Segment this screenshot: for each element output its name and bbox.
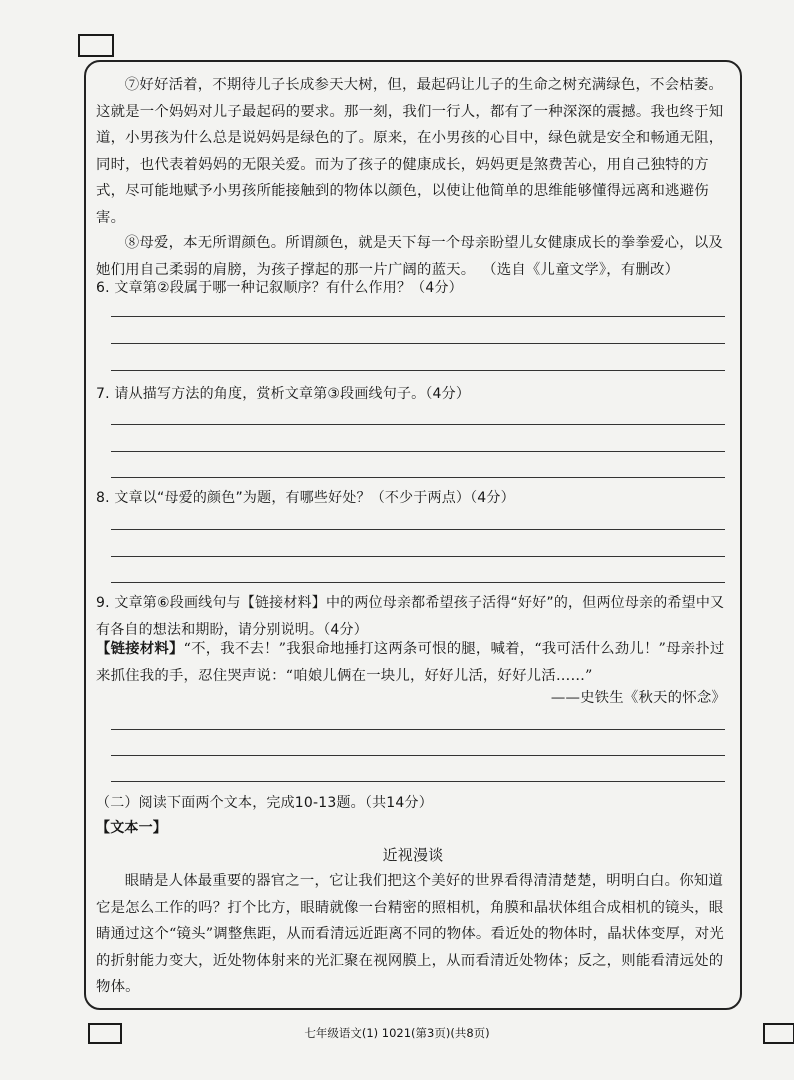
answer-line-7a[interactable] [111, 424, 725, 425]
text-one-label: 【文本一】 [96, 820, 167, 836]
answer-line-8a[interactable] [111, 529, 725, 530]
question-6: 6. 文章第②段属于哪一种记叙顺序？有什么作用？（4分） [96, 280, 463, 296]
link-material-text: “不，我不去！”我狠命地捶打这两条可恨的腿，喊着，“我可活什么劲儿！”母亲扑过来抓住我的手，忍住哭声说：“咱娘儿俩在一块儿，好好儿活，好好儿活……” [96, 641, 725, 684]
answer-line-7c[interactable] [111, 477, 725, 478]
answer-line-6a[interactable] [111, 316, 725, 317]
paragraph-8-text: ⑧母爱，本无所谓颜色。所谓颜色，就是天下每一个母亲盼望儿女健康成长的拳拳爱心，以及她们用自己柔弱的肩膀，为孩子撑起的那一片广阔的蓝天。 [96, 235, 724, 278]
answer-line-9a[interactable] [111, 729, 725, 730]
answer-line-9b[interactable] [111, 755, 725, 756]
link-material-label: 【链接材料】 [96, 641, 184, 657]
question-7: 7. 请从描写方法的角度，赏析文章第③段画线句子。（4分） [96, 386, 471, 402]
link-material-source: ——史铁生《秋天的怀念》 [550, 690, 726, 706]
question-9: 9. 文章第⑥段画线句与【链接材料】中的两位母亲都希望孩子活得“好好”的，但两位母亲的希望中又有各自的想法和期盼，请分别说明。（4分） [96, 595, 725, 638]
text-one-title: 近视漫谈 [382, 846, 444, 864]
text-one-body: 眼睛是人体最重要的器官之一，它让我们把这个美好的世界看得清清楚楚，明明白白。你知道它是怎么工作的吗？打个比方，眼睛就像一台精密的照相机，角膜和晶状体组合成相机的镜头，眼睛通过这个“镜头”调整焦距，从而看清远近距离不同的物体。看近处的物体时，晶状体变厚，对光的折射能力变大，近处物体射来的光汇聚在视网膜上，从而看清近处物体；反之，则能看清远处的物体。 [96, 873, 724, 995]
link-material [96, 636, 730, 689]
question-8: 8. 文章以“母爱的颜色”为题，有哪些好处？（不少于两点）（4分） [96, 490, 515, 506]
answer-line-6b[interactable] [111, 343, 725, 344]
answer-line-8c[interactable] [111, 582, 725, 583]
section-heading: （二）阅读下面两个文本，完成10-13题。（共14分） [96, 795, 433, 811]
page-footer: 七年级语文(1) 1021(第3页)(共8页) [304, 1026, 490, 1040]
paragraph-7: ⑦好好活着，不期待儿子长成参天大树，但，最起码让儿子的生命之树充满绿色，不会枯萎。这就是一个妈妈对儿子最起码的要求。那一刻，我们一行人，都有了一种深深的震撼。我也终于知道，小男孩为什么总是说妈妈是绿色的了。原来，在小男孩的心目中，绿色就是安全和畅通无阻，同时，也代表着妈妈的无限关爱。而为了孩子的健康成长，妈妈更是煞费苦心，用自己独特的方式，尽可能地赋予小男孩所能接触到的物体以颜色，以使让他简单的思维能够懂得远离和逃避伤害。 [96, 77, 724, 226]
source-note: （选自《儿童文学》，有删改） [489, 261, 680, 278]
answer-line-8b[interactable] [111, 556, 725, 557]
answer-line-6c[interactable] [111, 370, 725, 371]
corner-mark-top-left [78, 34, 114, 57]
answer-line-7b[interactable] [111, 451, 725, 452]
answer-line-9c[interactable] [111, 781, 725, 782]
